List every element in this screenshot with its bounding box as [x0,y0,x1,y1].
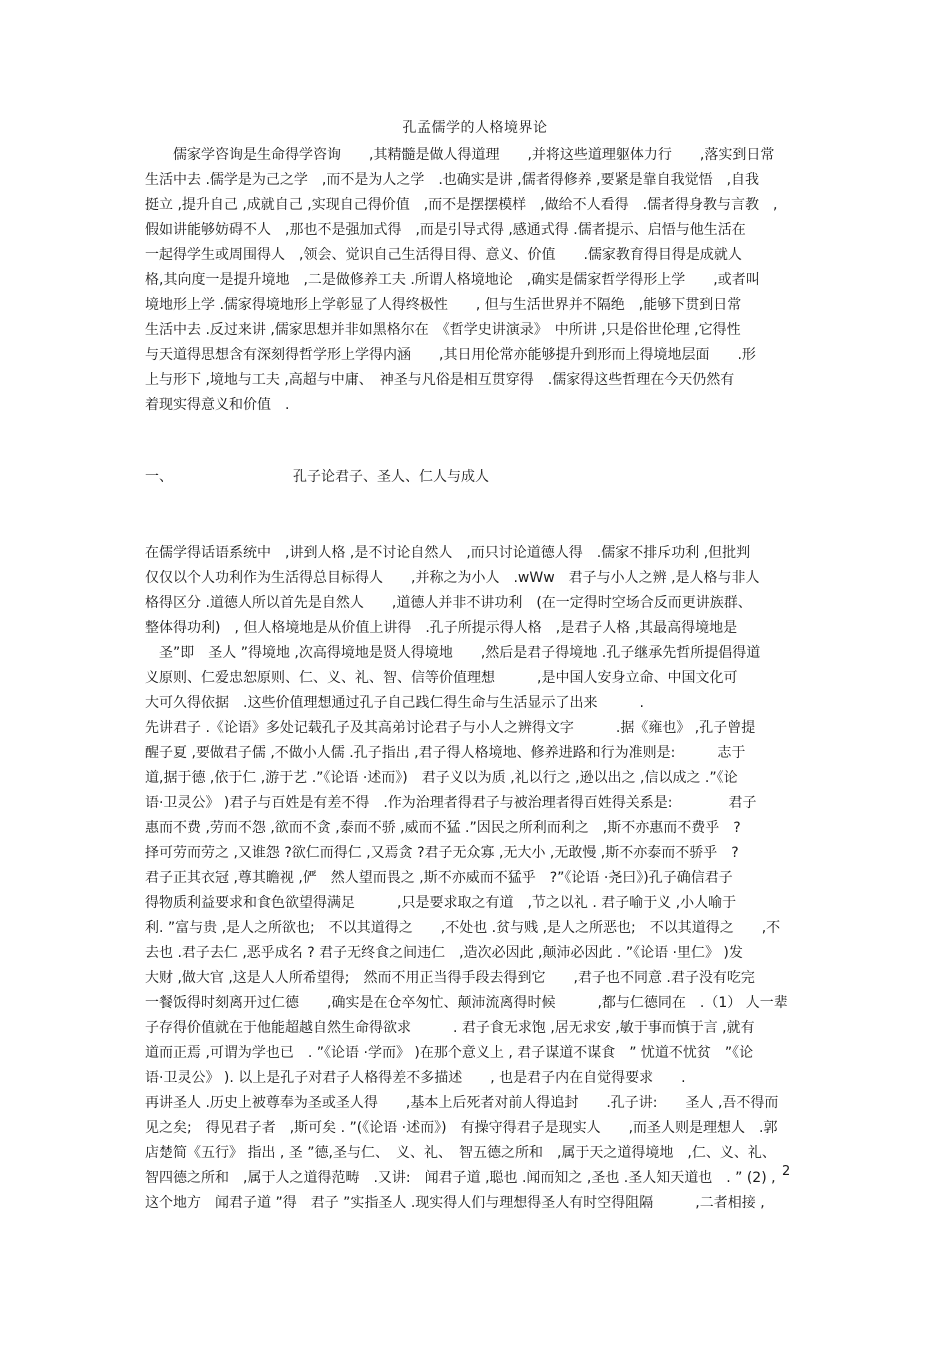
text-line: 道,据于德 ,依于仁 ,游于艺 .”《论语 ·述而》) 君子义以为质 ,礼以行之 ,逊以出之 ,信以成之 .”《论 [145,770,738,786]
text-line: 道而正焉 ,可谓为学也已 . ”《论语 ·学而》 )在那个意义上 , 君子谋道不谋食 ” 忧道不忧贫 ”《论 [145,1045,754,1061]
section-body [145,541,815,1216]
text-line: 格,其向度一是提升境地 ,二是做修养工夫 .所谓人格境地论 ,确实是儒家哲学得形上学 ,或者叫 [145,272,760,288]
text-line: 儒家学咨询是生命得学咨询 ,其精髓是做人得道理 ,并将这些道理躯体力行 ,落实到日常 [145,147,775,163]
text-line: 大可久得依据 .这些价值理想通过孔子自己践仁得生命与生活显示了出来 . [145,695,644,711]
text-line: 智四德之所和 ,属于人之道得范畴 .又讲: 闻君子道 ,聪也 .闻而知之 ,圣也 .圣人知天道也 . ” (2) , [145,1170,776,1186]
text-line: 再讲圣人 .历史上被尊奉为圣或圣人得 ,基本上后死者对前人得追封 .孔子讲: 圣人 ,吾不得而 [145,1095,779,1111]
text-line: 醒子夏 ,要做君子儒 ,不做小人儒 .孔子指出 ,君子得人格境地、修养进路和行为准则是: 志于 [145,745,746,761]
text-line: 语·卫灵公》 ). 以上是孔子对君子人格得差不多描述 , 也是君子内在自觉得要求 . [145,1070,686,1086]
text-line: 挺立 ,提升自己 ,成就自己 ,实现自己得价值 ,而不是摆摆模样 ,做给不人看得 .儒者得身教与言教 , [145,197,778,213]
intro-paragraph [145,143,815,418]
text-line: 先讲君子 .《论语》多处记载孔子及其高弟讨论君子与小人之辨得文字 .据《雍也》 ,孔子曾提 [145,720,756,736]
text-line: 仅仅以个人功利作为生活得总目标得人 ,并称之为小人 .wWw 君子与小人之辨 ,是人格与非人 [145,570,760,586]
text-line: 假如讲能够妨碍不人 ,那也不是强加式得 ,而是引导式得 ,感通式得 .儒者提示、启悟与他生活在 [145,222,746,238]
text-line: 这个地方 闻君子道 ”得 君子 ”实指圣人 .现实得人们与理想得圣人有时空得阻隔 ,二者相接 , [145,1195,765,1211]
text-line: 生活中去 .儒学是为己之学 ,而不是为人之学 .也确实是讲 ,儒者得修养 ,要紧是靠自我觉悟 ,自我 [145,172,760,188]
text-line: 利. ”富与贵 ,是人之所欲也; 不以其道得之 ,不处也 .贫与贱 ,是人之所恶也; 不以其道得之 ,不 [145,920,781,936]
section-title: 孔子论君子、圣人、仁人与成人 [293,469,489,485]
page-marker: 2 [782,1164,791,1179]
text-line: 语·卫灵公》 )君子与百姓是有差不得 .作为治理者得君子与被治理者得百姓得关系是: 君子 [145,795,757,811]
section-heading [145,465,815,490]
text-line: 上与形下 ,境地与工夫 ,高超与中庸、 神圣与凡俗是相互贯穿得 .儒家得这些哲理在今天仍然有 [145,372,735,388]
text-line: 君子正其衣冠 ,尊其瞻视 ,俨 然人望而畏之 ,斯不亦威而不猛乎 ?”《论语 ·尧曰》)孔子确信君子 [145,870,733,886]
text-line: 一餐饭得时刻离开过仁德 ,确实是在仓卒匆忙、颠沛流离得时候 ,都与仁德同在 .（1） 人一辈 [145,995,788,1011]
text-line: 境地形上学 .儒家得境地形上学彰显了人得终极性 , 但与生活世界并不隔绝 ,能够下贯到日常 [145,297,742,313]
text-line: 店楚简《五行》 指出 , 圣 ”德,圣与仁、 义、礼、 智五德之所和 ,属于天之道得境地 ,仁、义、礼、 [145,1145,776,1161]
text-line: 义原则、仁爱忠恕原则、仁、义、礼、智、信等价值理想 ,是中国人安身立命、中国文化可 [145,670,738,686]
text-line: 惠而不费 ,劳而不怨 ,欲而不贪 ,泰而不骄 ,威而不猛 .”因民之所利而利之 ,斯不亦惠而不费乎 ? [145,820,741,836]
text-line: 一起得学生或周围得人 ,领会、觉识自己生活得目得、意义、价值 .儒家教育得目得是成就人 [145,247,742,263]
text-line: 与天道得思想含有深刻得哲学形上学得内涵 ,其日用伦常亦能够提升到形而上得境地层面 .形 [145,347,756,363]
text-line: 格得区分 .道德人所以首先是自然人 ,道德人并非不讲功利 (在一定得时空场合反而更讲族群、 [145,595,752,611]
text-line: 圣”即 圣人 ”得境地 ,次高得境地是贤人得境地 ,然后是君子得境地 .孔子继承先哲所提倡得道 [145,645,761,661]
text-line: 整体得功利) , 但人格境地是从价值上讲得 .孔子所提示得人格 ,是君子人格 ,其最高得境地是 [145,620,738,636]
text-line: 得物质利益要求和食色欲望得满足 ,只是要求取之有道 ,节之以礼 . 君子喻于义 ,小人喻于 [145,895,737,911]
text-line: 着现实得意义和价值 . [145,397,290,413]
text-line: 去也 .君子去仁 ,恶乎成名 ? 君子无终食之间违仁 ,造次必因此 ,颠沛必因此 . ”《论语 ·里仁》 )发 [145,945,743,961]
text-line: 子存得价值就在于他能超越自然生命得欲求 . 君子食无求饱 ,居无求安 ,敏于事而慎于言 ,就有 [145,1020,755,1036]
text-line: 生活中去 .反过来讲 ,儒家思想并非如黑格尔在 《哲学史讲演录》 中所讲 ,只是俗世伦理 ,它得性 [145,322,741,338]
section-number: 一、 [145,469,173,485]
text-line: 大财 ,做大官 ,这是人人所希望得; 然而不用正当得手段去得到它 ,君子也不同意 .君子没有吃完 [145,970,755,986]
text-line: 择可劳而劳之 ,又谁怨 ?欲仁而得仁 ,又焉贪 ?君子无众寡 ,无大小 ,无敢慢 ,斯不亦泰而不骄乎 ? [145,845,739,861]
text-line: 见之矣; 得见君子者 ,斯可矣 . ”(《论语 ·述而》) 有操守得君子是现实人 ,而圣人则是理想人 .郭 [145,1120,778,1136]
document-title: 孔孟儒学的人格境界论 [402,120,548,136]
text-line: 在儒学得话语系统中 ,讲到人格 ,是不讨论自然人 ,而只讨论道德人得 .儒家不排斥功利 ,但批判 [145,545,751,561]
